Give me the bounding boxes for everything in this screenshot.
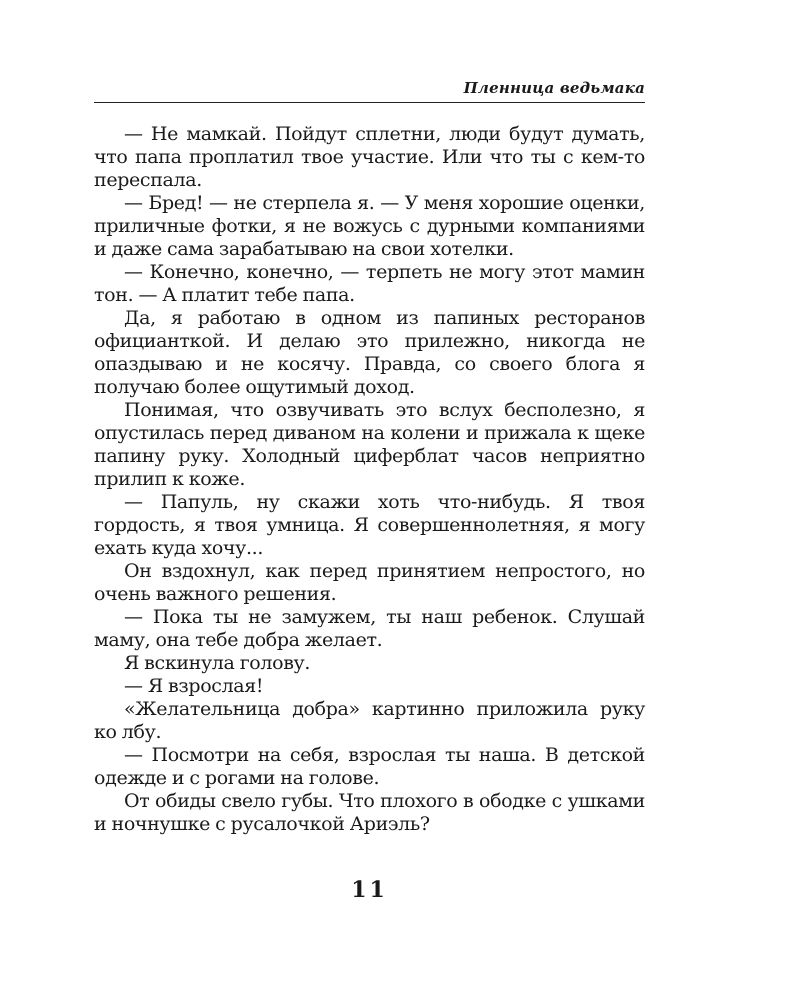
paragraph: — Я взрослая! [124,675,264,697]
paragraph: — Пока ты не замужем, ты наш ребенок. Слушай маму, она тебе добра желает. [94,606,645,651]
paragraph: — Конечно, конечно, — терпеть не могу этот мамин тон. — А платит тебе папа. [94,261,645,306]
paragraph: Да, я работаю в одном из папиных ресторанов официанткой. И делаю это прилежно, никогда не опаздываю и не косячу. Правда, со своего блога я получаю более ощутимый доход. [94,307,645,398]
paragraph: — Бред! — не стерпела я. — У меня хорошие оценки, приличные фотки, я не вожусь с дурными компаниями и даже сама зарабатываю на свои хотелки. [94,192,645,260]
paragraph: — Не мамкай. Пойдут сплетни, люди будут думать, что папа проплатил твое участие. Или что ты с кем-то переспала. [94,123,645,191]
paragraph: От обиды свело губы. Что плохого в ободке с ушками и ночнушке с русалочкой Ариэль? [94,790,645,835]
paragraph: — Посмотри на себя, взрослая ты наша. В детской одежде и с рогами на голове. [94,744,645,789]
paragraph: — Папуль, ну скажи хоть что-нибудь. Я твоя гордость, я твоя умница. Я совершеннолетняя, я могу ехать куда хочу... [94,491,645,559]
paragraph: Он вздохнул, как перед принятием непростого, но очень важного решения. [94,560,645,605]
paragraph: Я вскинула голову. [124,652,311,674]
paragraph: Понимая, что озвучивать это вслух бесполезно, я опустилась перед диваном на колени и прижала к щеке папину руку. Холодный циферблат часов неприятно прилип к коже. [94,399,645,490]
body-text [94,123,645,836]
running-head-title: Пленница ведьмака [463,79,645,97]
header-rule [94,102,645,103]
paragraph: «Желательница добра» картинно приложила руку ко лбу. [94,698,645,743]
page-number: 11 [351,877,388,903]
